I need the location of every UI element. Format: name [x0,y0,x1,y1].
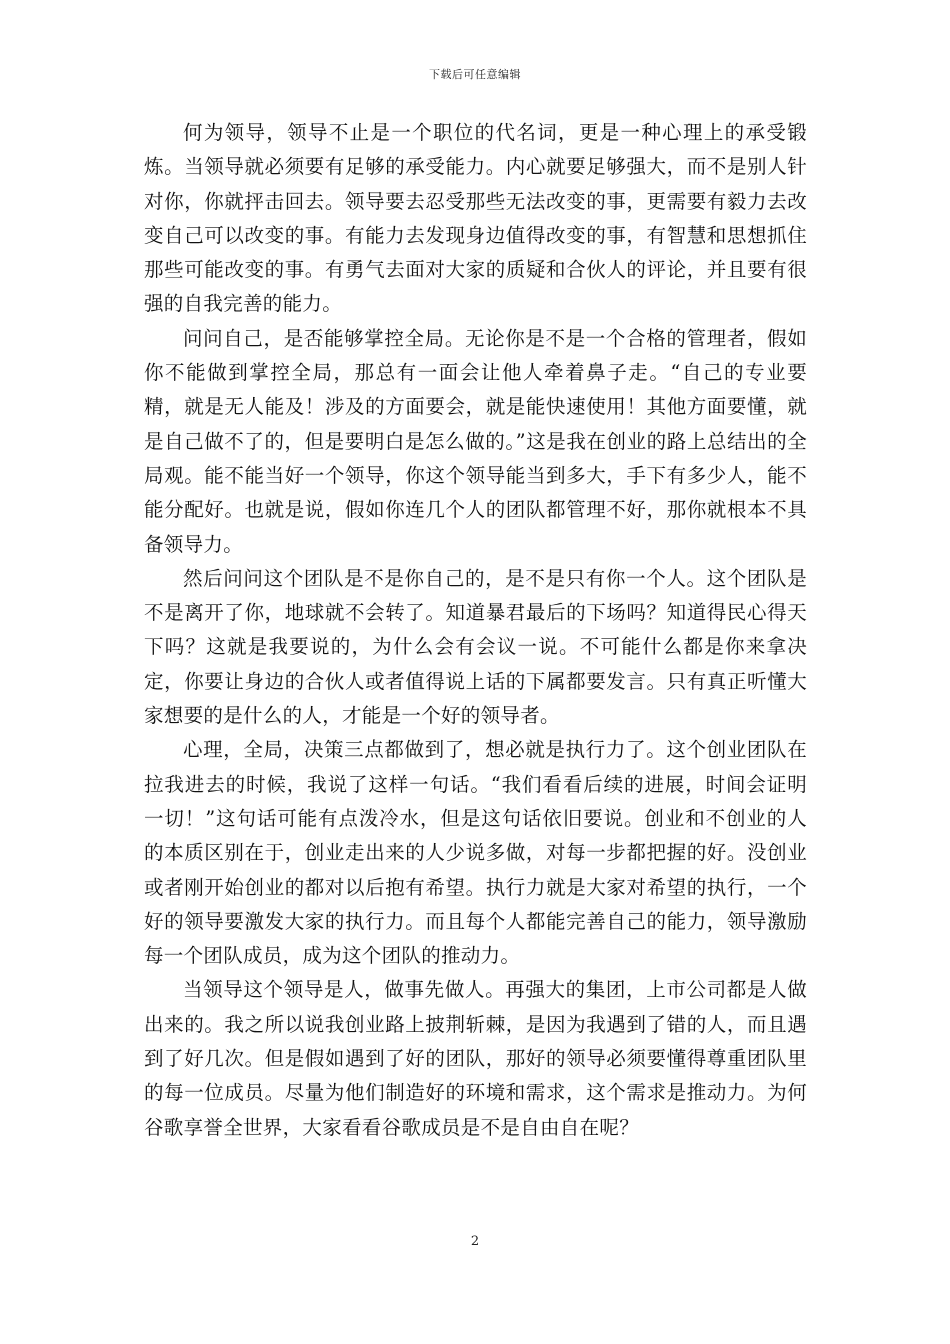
paragraph-4: 心理，全局，决策三点都做到了，想必就是执行力了。这个创业团队在拉我进去的时候，我说了这样一句话。“我们看看后续的进展，时间会证明一切！”这句话可能有点泼冷水，但是这句话依旧要说。创业和不创业的人的本质区别在于，创业走出来的人少说多做，对每一步都把握的好。没创业或者刚开始创业的都对以后抱有希望。执行力就是大家对希望的执行，一个好的领导要激发大家的执行力。而且每个人都能完善自己的能力，领导激励每一个团队成员，成为这个团队的推动力。 [144,738,807,968]
page-number: 2 [470,1234,480,1249]
paragraph-5: 当领导这个领导是人，做事先做人。再强大的集团，上市公司都是人做出来的。我之所以说我创业路上披荆斩棘，是因为我遇到了错的人，而且遇到了好几次。但是假如遇到了好的团队，那好的领导必须要懂得尊重团队里的每一位成员。尽量为他们制造好的环境和需求，这个需求是推动力。为何谷歌享誉全世界，大家看看谷歌成员是不是自由自在呢？ [144,978,807,1139]
paragraph-2: 问问自己，是否能够掌控全局。无论你是不是一个合格的管理者，假如你不能做到掌控全局，那总有一面会让他人牵着鼻子走。“自己的专业要精，就是无人能及！涉及的方面要会，就是能快速使用！其他方面要懂，就是自己做不了的，但是要明白是怎么做的。”这是我在创业的路上总结出的全局观。能不能当好一个领导，你这个领导能当到多大，手下有多少人，能不能分配好。也就是说，假如你连几个人的团队都管理不好，那你就根本不具备领导力。 [144,326,807,556]
paragraph-3: 然后问问这个团队是不是你自己的，是不是只有你一个人。这个团队是不是离开了你，地球就不会转了。知道暴君最后的下场吗？知道得民心得天下吗？这就是我要说的，为什么会有会议一说。不可能什么都是你来拿决定，你要让身边的合伙人或者值得说上话的下属都要发言。只有真正听懂大家想要的是什么的人，才能是一个好的领导者。 [144,566,807,728]
paragraph-1: 何为领导，领导不止是一个职位的代名词，更是一种心理上的承受锻炼。当领导就必须要有足够的承受能力。内心就要足够强大，而不是别人针对你，你就抨击回去。领导要去忍受那些无法改变的事，更需要有毅力去改变自己可以改变的事。有能力去发现身边值得改变的事，有智慧和思想抓住那些可能改变的事。有勇气去面对大家的质疑和合伙人的评论，并且要有很强的自我完善的能力。 [144,121,807,316]
page-header: 下载后可任意编辑 [429,68,521,81]
document-body [144,116,807,1145]
